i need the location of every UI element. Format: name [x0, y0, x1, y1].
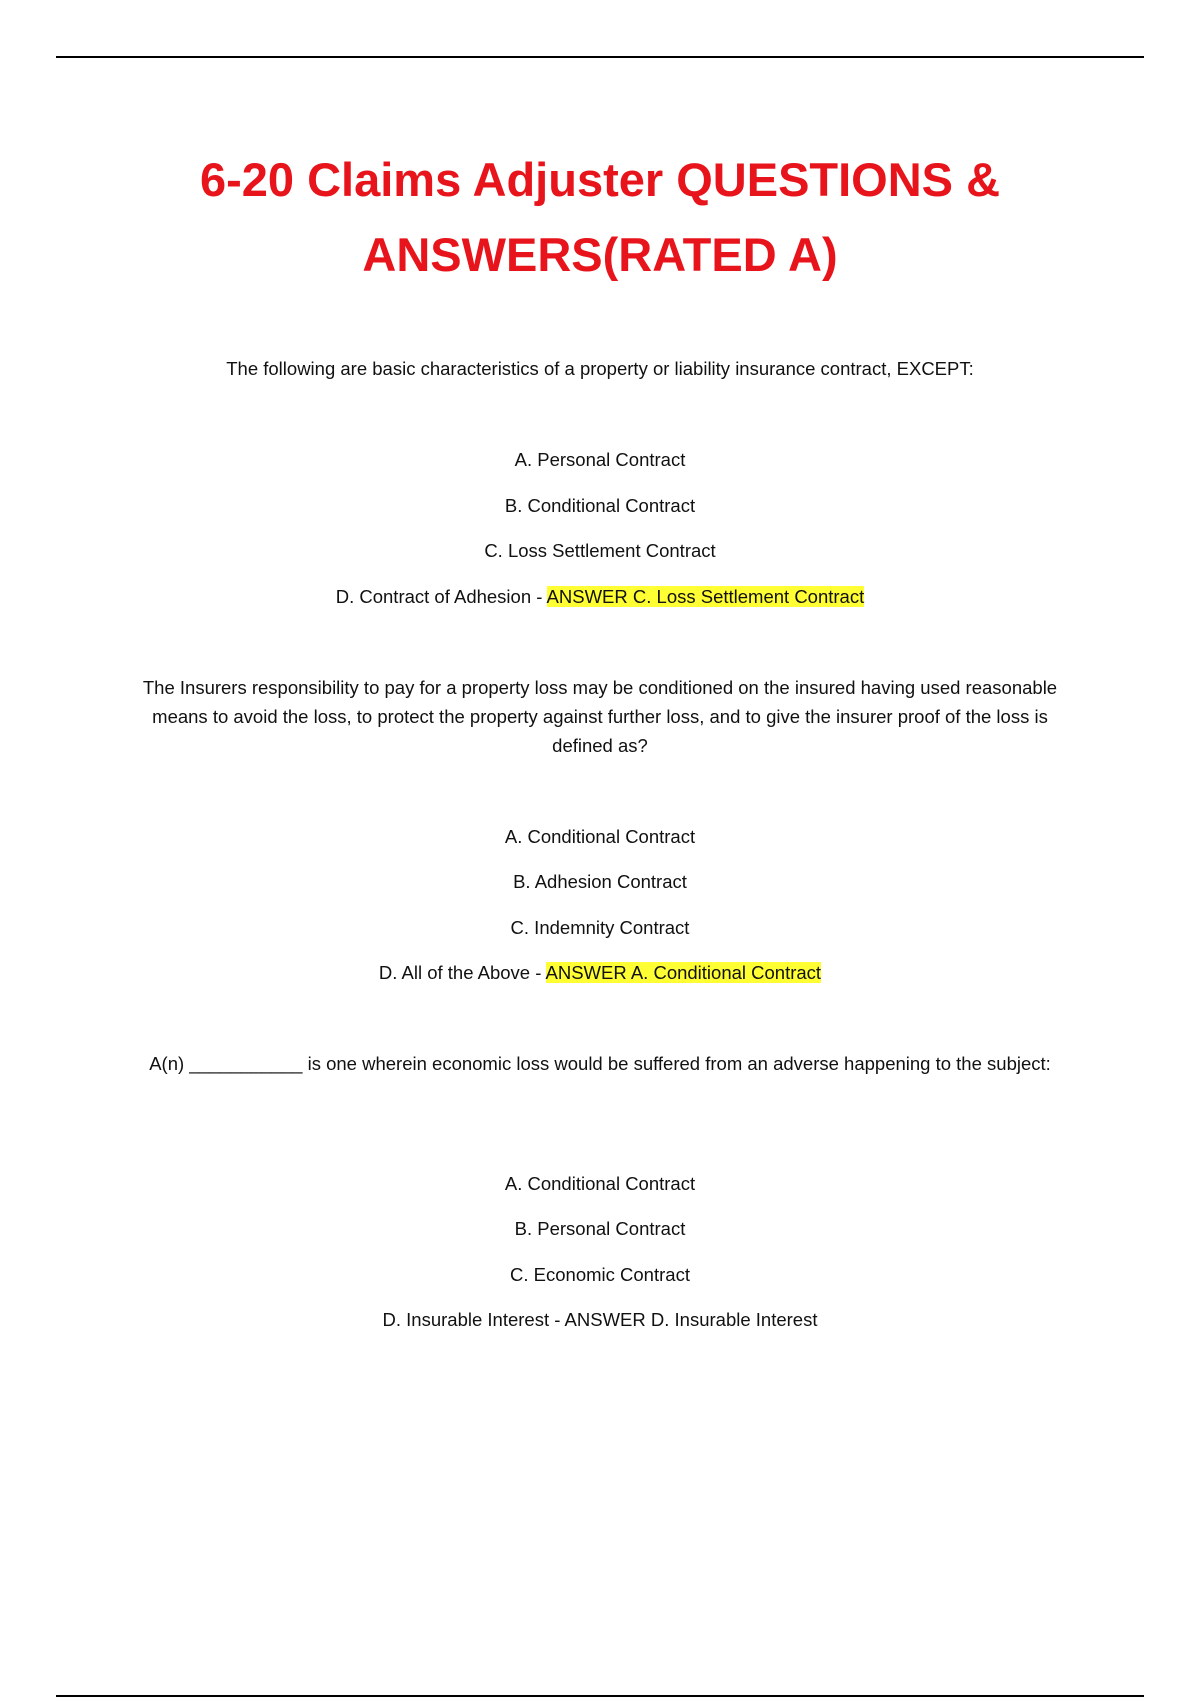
question-3-option-a: A. Conditional Contract	[504, 1173, 696, 1194]
question-1-option-d-label: D. Contract of Adhesion -	[335, 586, 547, 607]
question-1-option-a: A. Personal Contract	[514, 449, 686, 470]
question-1-answer: ANSWER C. Loss Settlement Contract	[546, 586, 865, 607]
question-2-text: The Insurers responsibility to pay for a property loss may be conditioned on the insured having used reasonable means to avoid the loss, to protect the property against further loss, and to give the insurer proof of the loss is defined as?	[142, 677, 1058, 756]
question-2-option-a: A. Conditional Contract	[504, 826, 696, 847]
question-2-option-d	[0, 960, 1200, 986]
question-1-text: The following are basic characteristics of a property or liability insurance contract, EXCEPT:	[226, 358, 974, 379]
title-line-1: 6-20 Claims Adjuster QUESTIONS &	[199, 153, 1001, 206]
question-2-option-b: B. Adhesion Contract	[513, 871, 687, 892]
question-1-option-b: B. Conditional Contract	[504, 495, 696, 516]
question-3-option-d-label: D. Insurable Interest -	[382, 1309, 565, 1330]
question-3-option-c: C. Economic Contract	[510, 1264, 690, 1285]
question-2-answer: ANSWER A. Conditional Contract	[545, 962, 822, 983]
question-3-answer: ANSWER D. Insurable Interest	[564, 1309, 818, 1330]
question-1-option-c: C. Loss Settlement Contract	[484, 540, 716, 561]
question-3-text: A(n) ___________ is one wherein economic loss would be suffered from an adverse happening to the subject:	[149, 1053, 1051, 1074]
question-2-option-c: C. Indemnity Contract	[510, 917, 690, 938]
question-3-option-d	[0, 1307, 1200, 1333]
question-3-option-b: B. Personal Contract	[514, 1218, 686, 1239]
question-2-option-d-label: D. All of the Above -	[378, 962, 546, 983]
top-rule	[56, 56, 1144, 58]
title-line-2: ANSWERS(RATED A)	[362, 228, 838, 281]
document-title	[0, 142, 1200, 292]
bottom-rule	[56, 1695, 1144, 1697]
question-1-option-d	[0, 584, 1200, 610]
